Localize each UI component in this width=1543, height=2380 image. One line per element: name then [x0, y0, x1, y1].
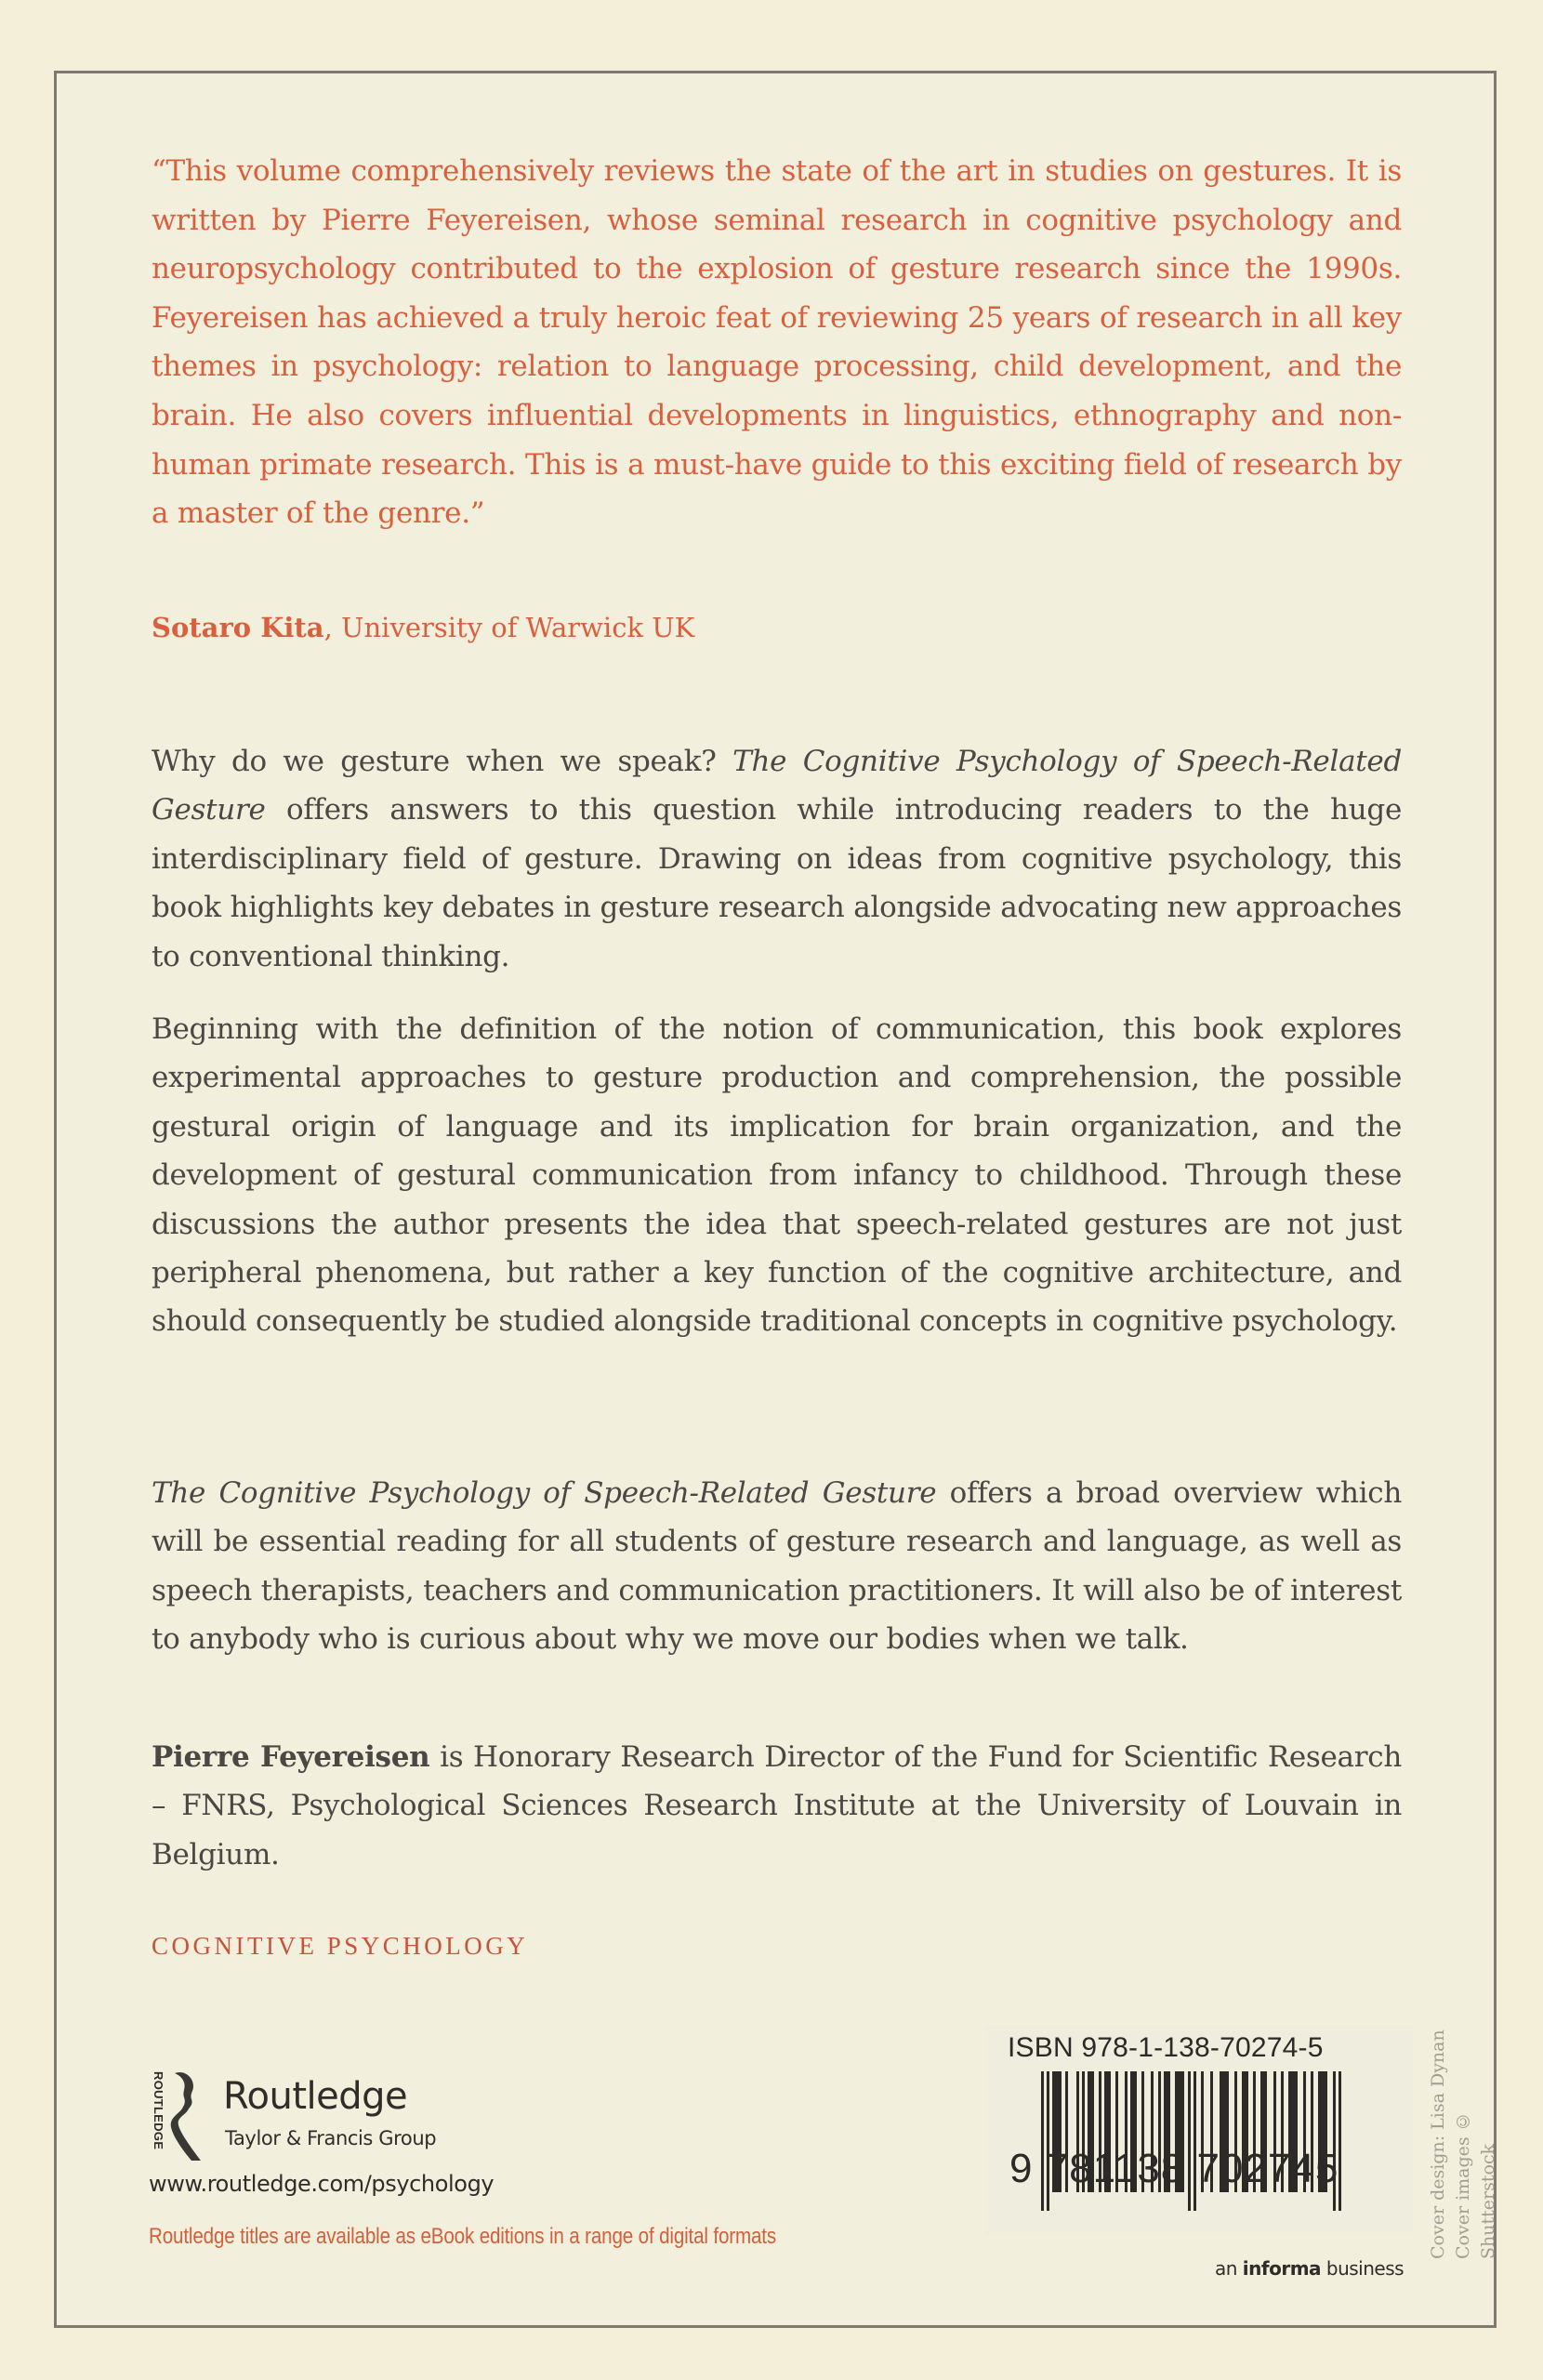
- routledge-r-profile-icon: [169, 2071, 204, 2162]
- barcode-digits: 9 781138 702745: [1009, 2146, 1339, 2191]
- publisher-group: Taylor & Francis Group: [225, 2127, 437, 2149]
- informa-prefix: an: [1215, 2257, 1243, 2280]
- description-paragraph-1: [152, 737, 1402, 981]
- endorsement-quote: [152, 147, 1402, 538]
- p2-text: Beginning with the definition of the notion of communication, this book explores experimental approaches to gesture production and comprehension, the possible gestural origin of language and its implication for brain organization, and the development of gestural communication from infancy to childhood. Through these discussions the author presents the idea that speech-related gestures are not just peripheral phenomena, but rather a key function of the cognitive architecture, and should consequently be studied alongside traditional concepts in cognitive psychology.: [152, 1012, 1402, 1339]
- description-paragraph-3: [152, 1469, 1402, 1664]
- routledge-logo: [149, 2071, 548, 2164]
- author-bio: [152, 1733, 1402, 1879]
- endorser-name: Sotaro Kita: [152, 612, 324, 643]
- book-title-italic: The Cognitive Psychology of Speech-Related Gesture: [152, 1476, 937, 1510]
- informa-tagline: [1215, 2257, 1404, 2280]
- publisher-url[interactable]: www.routledge.com/psychology: [149, 2171, 495, 2197]
- endorsement-attribution: [152, 609, 1402, 646]
- cover-credits: [1426, 2027, 1498, 2259]
- author-name: Pierre Feyereisen: [152, 1740, 430, 1774]
- p3-rest: offers a broad overview which will be essential reading for all students of gesture research and language, as well as speech therapists, teachers and communication practitioners. It will also be of interest to anybody who is curious about why we move our bodies when we talk.: [152, 1476, 1402, 1657]
- logo-vertical-wordmark: ROUTLEDGE: [152, 2071, 165, 2150]
- series-label: COGNITIVE PSYCHOLOGY: [152, 1932, 529, 1960]
- cover-design-credit: Cover design: Lisa Dynan: [1428, 2030, 1448, 2259]
- p1-rest: offers answers to this question while introducing readers to the huge interdisciplinary field of gesture. Drawing on ideas from cognitive psychology, this book highlights key debates in gesture research alongside advocating new approaches to conventional thinking.: [152, 793, 1402, 973]
- informa-suffix: business: [1321, 2257, 1405, 2280]
- cover-images-credit: Cover images © Shutterstock: [1453, 2110, 1498, 2259]
- description-paragraph-2: [152, 1005, 1402, 1346]
- author-bio-text: is Honorary Research Director of the Fund for Scientific Research – FNRS, Psychological Sciences Research Institute at the University of Louvain in Belgium.: [152, 1740, 1402, 1871]
- isbn-barcode-panel: [985, 2025, 1413, 2234]
- quote-text: “This volume comprehensively reviews the state of the art in studies on gestures. It is written by Pierre Feyereisen, whose seminal research in cognitive psychology and neuropsychology contributed to the explosion of gesture research since the 1990s. Feyereisen has achieved a truly heroic feat of reviewing 25 years of research in all key themes in psychology: relation to language processing, child development, and the brain. He also covers influential developments in linguistics, ethnography and non-human primate research. This is a must-have guide to this exciting field of research by a master of the genre.”: [152, 154, 1402, 531]
- publisher-name: Routledge: [223, 2075, 408, 2118]
- ebook-note: Routledge titles are available as eBook editions in a range of digital formats: [149, 2224, 776, 2249]
- p1-lead: Why do we gesture when we speak?: [152, 745, 733, 778]
- informa-name: informa: [1242, 2257, 1322, 2280]
- isbn-label: ISBN 978-1-138-70274-5: [1008, 2032, 1324, 2063]
- endorser-affiliation: , University of Warwick UK: [323, 612, 695, 643]
- book-title-italic: The Cognitive Psychology of Speech-Related Gesture: [152, 745, 1403, 827]
